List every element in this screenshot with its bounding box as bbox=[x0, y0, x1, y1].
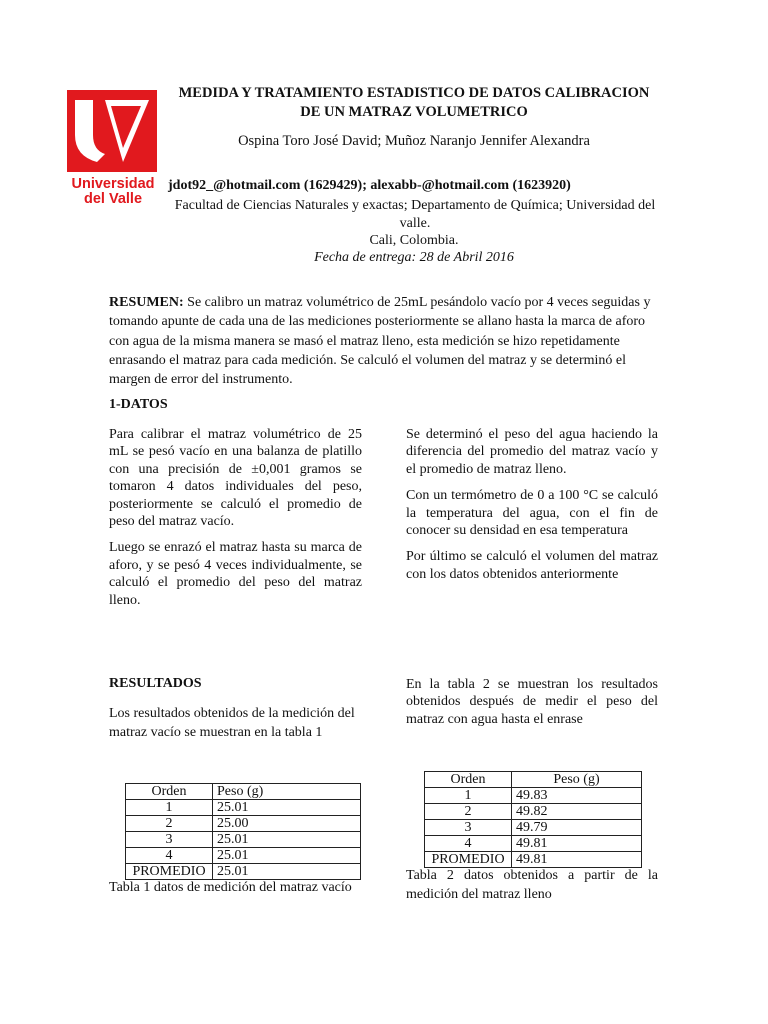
title-line1: MEDIDA Y TRATAMIENTO ESTADISTICO DE DATOS CALIBRACION bbox=[178, 85, 650, 101]
datos-right-column bbox=[406, 426, 658, 592]
datos-right-paragraph-1: Se determinó el peso del agua haciendo la diferencia del promedio del matraz vacío y el promedio de matraz lleno. bbox=[406, 427, 658, 477]
table-cell: 49.81 bbox=[512, 852, 642, 868]
table-cell: 1 bbox=[126, 800, 213, 816]
table-cell: 25.01 bbox=[213, 832, 361, 848]
submission-date: Fecha de entrega: 28 de Abril 2016 bbox=[314, 250, 514, 265]
table-cell: PROMEDIO bbox=[126, 864, 213, 880]
authors: Ospina Toro José David; Muñoz Naranjo Jennifer Alexandra bbox=[238, 133, 590, 149]
table-cell: 25.01 bbox=[213, 848, 361, 864]
resultados-right-text: En la tabla 2 se muestran los resultados obtenidos después de medir el peso del matraz con agua hasta el enrase bbox=[406, 677, 658, 727]
table-cell: 1 bbox=[425, 788, 512, 804]
datos-right-paragraph-2: Con un termómetro de 0 a 100 °C se calculó la temperatura del agua, con el fin de conocer su densidad en esa temperatura bbox=[406, 488, 658, 539]
table-cell: 4 bbox=[425, 836, 512, 852]
author-emails: jdot92_@hotmail.com (1629429); alexabb-@hotmail.com (1623920) bbox=[168, 178, 571, 193]
paper-title bbox=[160, 84, 668, 122]
section-heading-resultados: RESULTADOS bbox=[109, 676, 202, 691]
table-2-caption: Tabla 2 datos obtenidos a partir de la medición del matraz lleno bbox=[406, 868, 658, 902]
table-cell: 49.83 bbox=[512, 788, 642, 804]
table-header-cell: Orden bbox=[425, 772, 512, 788]
table-cell: 49.82 bbox=[512, 804, 642, 820]
table-row bbox=[126, 848, 361, 864]
table-cell: 49.79 bbox=[512, 820, 642, 836]
abstract-label: RESUMEN: bbox=[109, 295, 184, 310]
abstract bbox=[109, 293, 662, 389]
table-header-cell: Orden bbox=[126, 784, 213, 800]
logo-name-line1: Universidad bbox=[71, 176, 155, 192]
table-cell: 3 bbox=[126, 832, 213, 848]
table-header-row bbox=[126, 784, 361, 800]
table-row bbox=[126, 832, 361, 848]
datos-right-paragraph-3: Por último se calculó el volumen del matraz con los datos obtenidos anteriormente bbox=[406, 549, 658, 582]
city: Cali, Colombia. bbox=[369, 233, 459, 248]
datos-left-column bbox=[109, 426, 362, 618]
datos-left-paragraph-2: Luego se enrazó el matraz hasta su marca de aforo, y se pesó 4 veces individualmente, se calculó el promedio del peso del matraz lleno. bbox=[109, 540, 362, 608]
table-row bbox=[425, 836, 642, 852]
abstract-text: Se calibro un matraz volumétrico de 25mL pesándolo vacío por 4 veces seguidas y tomando apunte de cada una de las mediciones posteriormente se allano hasta la marca de aforo con agua de la misma manera se masó el matraz lleno, esta medición se hizo repetidamente enrasando el matraz para cada medición. Se calculó el volumen del matraz y se determinó el margen de error del instrumento. bbox=[109, 295, 651, 388]
table-row bbox=[425, 804, 642, 820]
table-cell: 49.81 bbox=[512, 836, 642, 852]
table-cell: 2 bbox=[425, 804, 512, 820]
table-cell: 25.00 bbox=[213, 816, 361, 832]
table-header-row bbox=[425, 772, 642, 788]
section-heading-datos: 1-DATOS bbox=[109, 397, 168, 412]
table-cell: 25.01 bbox=[213, 800, 361, 816]
table-row bbox=[126, 800, 361, 816]
affiliation: Facultad de Ciencias Naturales y exactas; Departamento de Química; Universidad del valle. bbox=[174, 198, 656, 231]
table-header-cell: Peso (g) bbox=[213, 784, 361, 800]
table-2 bbox=[424, 771, 642, 868]
table-header-cell: Peso (g) bbox=[512, 772, 642, 788]
table-cell: 4 bbox=[126, 848, 213, 864]
table-row bbox=[425, 820, 642, 836]
logo-text bbox=[64, 177, 162, 207]
table-cell: 3 bbox=[425, 820, 512, 836]
table-1-caption: Tabla 1 datos de medición del matraz vacío bbox=[109, 880, 352, 895]
title-line2: DE UN MATRAZ VOLUMETRICO bbox=[300, 104, 528, 120]
table-cell: 25.01 bbox=[213, 864, 361, 880]
table-cell: 2 bbox=[126, 816, 213, 832]
datos-left-paragraph-1: Para calibrar el matraz volumétrico de 25 mL se pesó vacío en una balanza de platillo con una precisión de ±0,001 gramos se tomaron 4 datos individuales del peso, posteriormente se calculó el promedio de peso del matraz vacío. bbox=[109, 427, 362, 530]
resultados-left-text: Los resultados obtenidos de la medición del matraz vacío se muestran en la tabla 1 bbox=[109, 706, 355, 740]
table-cell: PROMEDIO bbox=[425, 852, 512, 868]
logo-name-line2: del Valle bbox=[83, 191, 143, 207]
table-1 bbox=[125, 783, 361, 880]
table-row bbox=[425, 788, 642, 804]
table-row bbox=[126, 816, 361, 832]
